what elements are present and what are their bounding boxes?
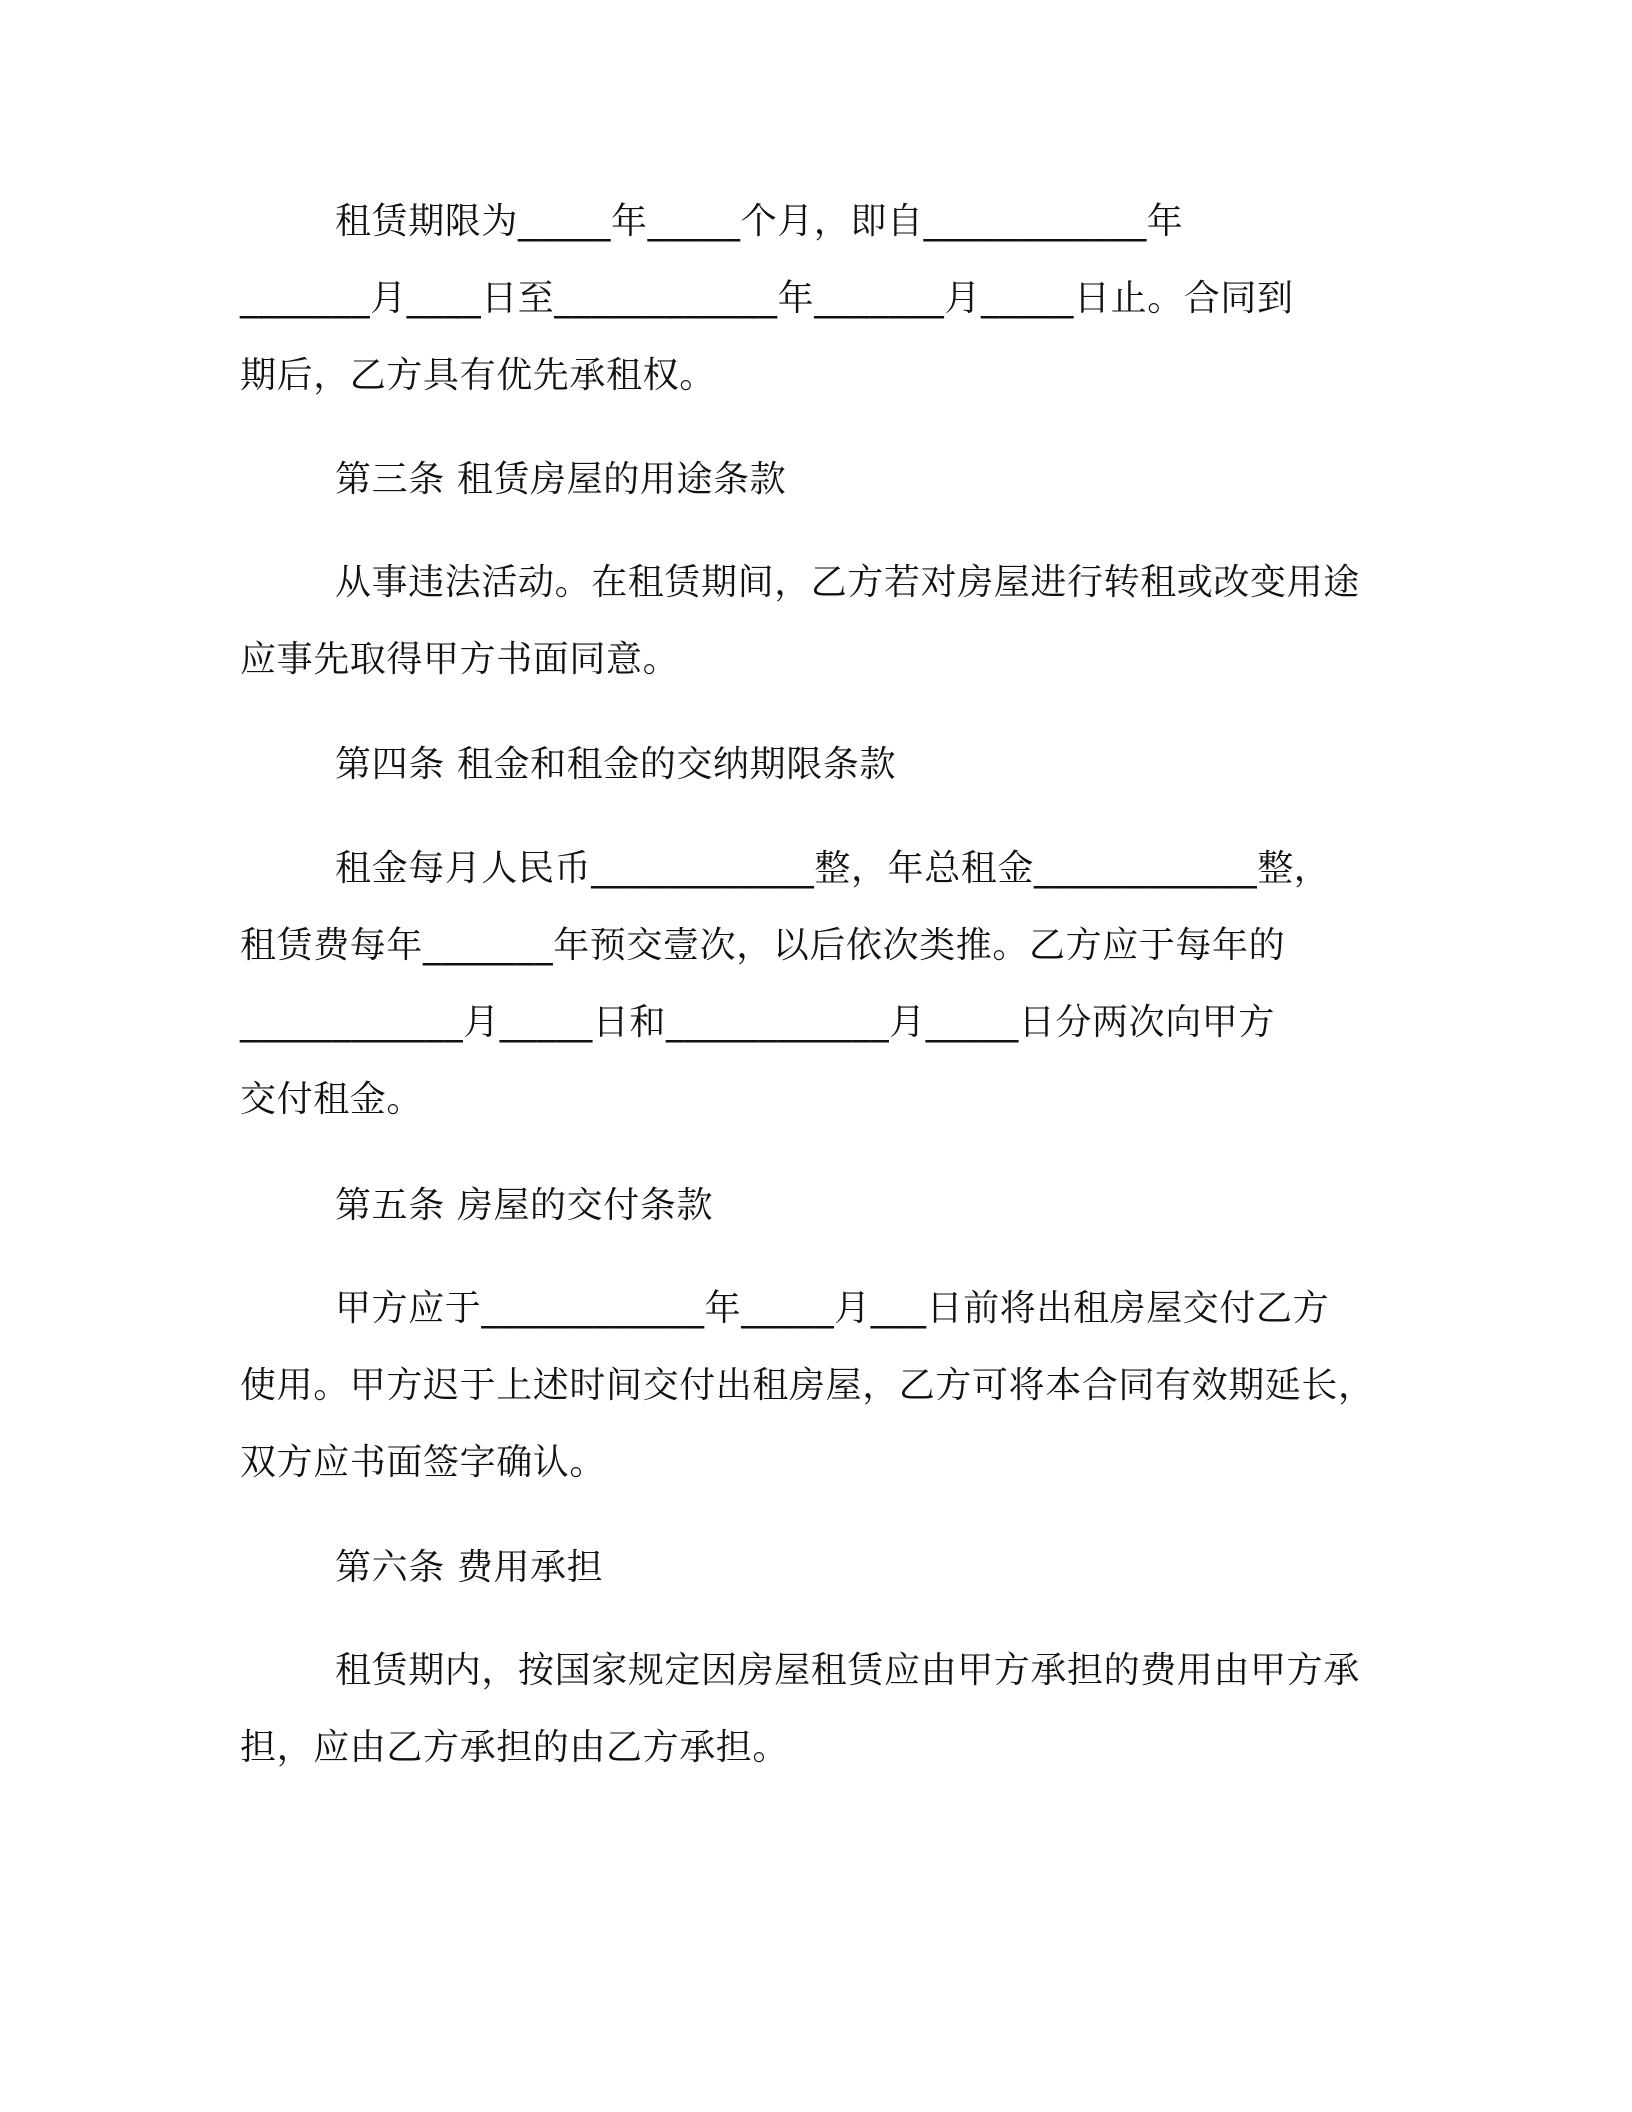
article-5-heading	[240, 1167, 1390, 1244]
article-3-heading	[240, 441, 1390, 518]
paragraph-line: _______月____日至____________年_______月_____日止。合同到	[240, 278, 1294, 319]
paragraph-line: 租赁费每年_______年预交壹次，以后依次类推。乙方应于每年的	[240, 925, 1286, 966]
section-heading: 第六条 费用承担	[335, 1547, 604, 1588]
paragraph-line: 期后，乙方具有优先承租权。	[240, 355, 716, 396]
paragraph-line: 担，应由乙方承担的由乙方承担。	[240, 1727, 790, 1768]
paragraph-line: ____________月_____日和____________月_____日分两次向甲方	[240, 1002, 1275, 1043]
paragraph-line: 租赁期内，按国家规定因房屋租赁应由甲方承担的费用由甲方承	[335, 1650, 1360, 1691]
paragraph-line: 甲方应于____________年_____月___日前将出租房屋交付乙方	[335, 1288, 1330, 1329]
article-4-heading	[240, 726, 1390, 803]
paragraph-line: 使用。甲方迟于上述时间交付出租房屋，乙方可将本合同有效期延长，	[240, 1365, 1375, 1406]
paragraph-line: 租赁期限为_____年_____个月，即自____________年	[335, 201, 1184, 242]
paragraph-line: 从事违法活动。在租赁期间，乙方若对房屋进行转租或改变用途	[335, 562, 1360, 603]
delivery-paragraph	[240, 1270, 1390, 1501]
section-heading: 第三条 租赁房屋的用途条款	[335, 459, 787, 500]
paragraph-line: 租金每月人民币____________整，年总租金____________整，	[335, 848, 1331, 889]
paragraph-line: 应事先取得甲方书面同意。	[240, 639, 680, 680]
usage-paragraph	[240, 544, 1390, 698]
lease-term-paragraph	[240, 183, 1390, 414]
section-heading: 第四条 租金和租金的交纳期限条款	[335, 744, 897, 785]
rent-paragraph	[240, 830, 1390, 1138]
article-6-heading	[240, 1529, 1390, 1606]
expenses-paragraph	[240, 1632, 1390, 1786]
section-heading: 第五条 房屋的交付条款	[335, 1185, 714, 1226]
paragraph-line: 双方应书面签字确认。	[240, 1442, 607, 1483]
paragraph-line: 交付租金。	[240, 1079, 424, 1120]
